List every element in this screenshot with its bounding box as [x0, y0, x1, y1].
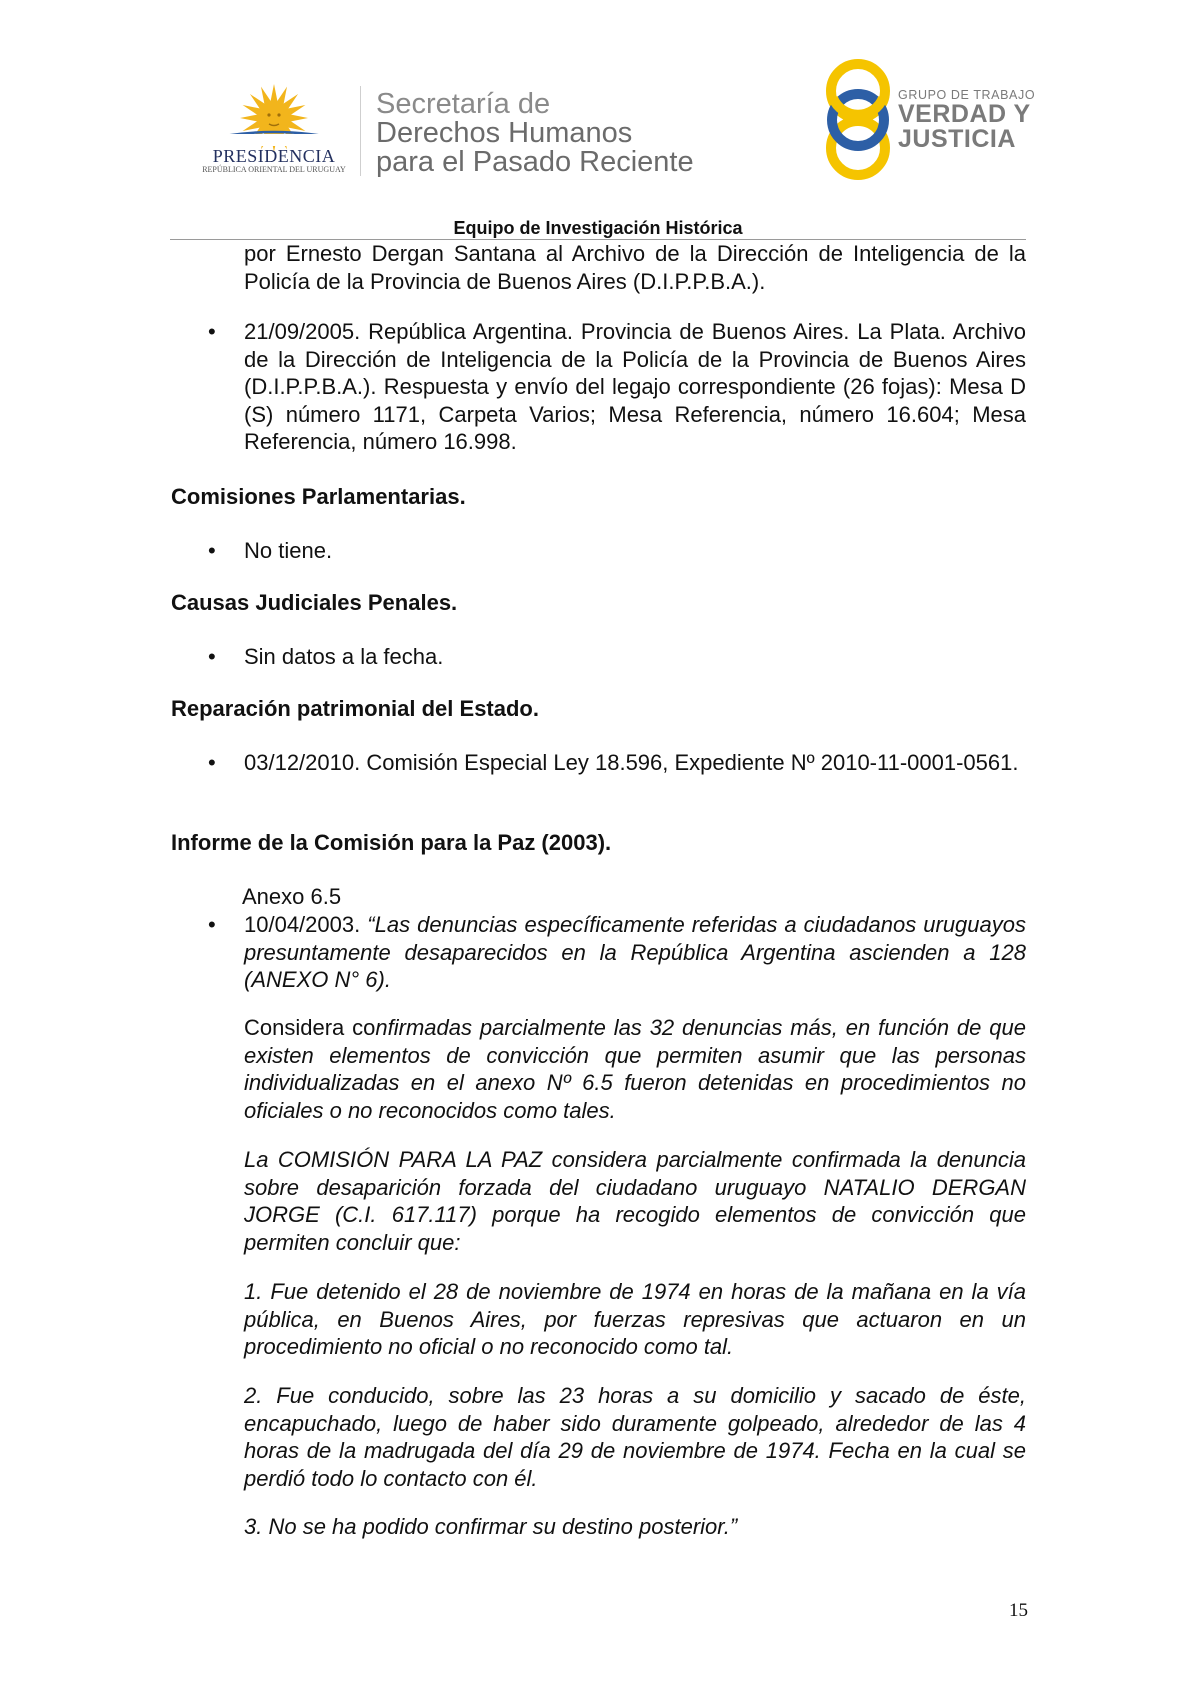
page-header	[0, 0, 1190, 238]
bullet-comisiones: No tiene.	[244, 538, 333, 563]
secretaria-line-2: Derechos Humanos	[376, 117, 633, 149]
secretaria-line-1: Secretaría de	[376, 88, 551, 120]
grupo-label: GRUPO DE TRABAJO	[898, 88, 1036, 102]
point-1: 1. Fue detenido el 28 de noviembre de 1974 en horas de la mañana en la vía pública, en Buenos Aires, por fuerzas represivas que actuaron en un procedimiento no oficial o no reconocido como tal.	[244, 1279, 1026, 1359]
secretaria-line-3: para el Pasado Reciente	[376, 146, 694, 178]
anexo-label: Anexo 6.5	[242, 884, 342, 909]
justicia-label: JUSTICIA	[898, 125, 1016, 153]
heading-causas: Causas Judiciales Penales.	[171, 590, 458, 615]
bullet-marker: •	[208, 750, 216, 775]
header-divider	[360, 86, 361, 176]
point-2: 2. Fue conducido, sobre las 23 horas a su domicilio y sacado de éste, encapuchado, luego de haber sido duramente golpeado, alrededor de las 4 horas de la madrugada del día 29 de noviembre de 1974. Fecha en la cual se perdió todo lo contacto con él.	[244, 1383, 1026, 1491]
comision-paragraph: La COMISIÓN PARA LA PAZ considera parcialmente confirmada la denuncia sobre desaparición forzada del ciudadano uruguayo NATALIO DERGAN JORGE (C.I. 617.117) porque ha recogido elementos de convicción que permiten concluir que:	[244, 1147, 1026, 1255]
informe-quote: “Las denuncias específicamente referidas a ciudadanos uruguayos presuntamente desaparecidos en la República Argentina ascienden a 128 (ANEXO N° 6).	[244, 912, 1026, 992]
heading-informe: Informe de la Comisión para la Paz (2003).	[171, 830, 612, 855]
bullet-causas: Sin datos a la fecha.	[244, 644, 444, 669]
bullet-reparacion: 03/12/2010. Comisión Especial Ley 18.596, Expediente Nº 2010-11-0001-0561.	[244, 750, 1019, 775]
point-3: 3. No se ha podido confirmar su destino posterior.”	[244, 1514, 738, 1539]
bullet-marker: •	[208, 319, 216, 344]
presidencia-wordmark: PRESIDENCIA	[212, 146, 336, 166]
bullet-marker: •	[208, 538, 216, 563]
bullet-2005: 21/09/2005. República Argentina. Provincia de Buenos Aires. La Plata. Archivo de la Dirección de Inteligencia de la Policía de la Provincia de Buenos Aires (D.I.P.P.B.A.). Respuesta y envío del legajo correspondiente (26 fojas): Mesa D (S) número 1171, Carpeta Varios; Mesa Referencia, número 16.604; Mesa Referencia, número 16.998.	[244, 319, 1026, 454]
verdad-justicia-wordmark	[898, 88, 1035, 152]
bullet-marker: •	[208, 644, 216, 669]
team-title: Equipo de Investigación Histórica	[453, 218, 743, 238]
heading-reparacion: Reparación patrimonial del Estado.	[171, 696, 539, 721]
informe-date: 10/04/2003.	[244, 912, 368, 937]
verdad-justicia-rings-icon	[820, 56, 896, 184]
intro-continuation: por Ernesto Dergan Santana al Archivo de la Dirección de Inteligencia de la Policía de la Provincia de Buenos Aires (D.I.P.P.B.A.).	[244, 241, 1026, 294]
considera-paragraph	[244, 1014, 1026, 1124]
republica-wordmark: REPÚBLICA ORIENTAL DEL URUGUAY	[202, 165, 346, 174]
verdad-label: VERDAD Y	[898, 100, 1031, 128]
considera-prefix: Considera co	[244, 1015, 376, 1040]
page-number: 15	[1009, 1600, 1028, 1621]
bullet-marker: •	[208, 912, 216, 937]
informe-quote-paragraph	[244, 911, 1026, 994]
considera-rest: nfirmadas parcialmente las 32 denuncias más, en función de que existen elementos de convicción que permiten asumir que las personas individualizadas en el anexo Nº 6.5 fueron detenidas en procedimientos no oficiales o no reconocidos como tales.	[244, 1015, 1026, 1123]
heading-comisiones: Comisiones Parlamentarias.	[171, 484, 466, 509]
secretaria-wordmark	[376, 90, 694, 177]
